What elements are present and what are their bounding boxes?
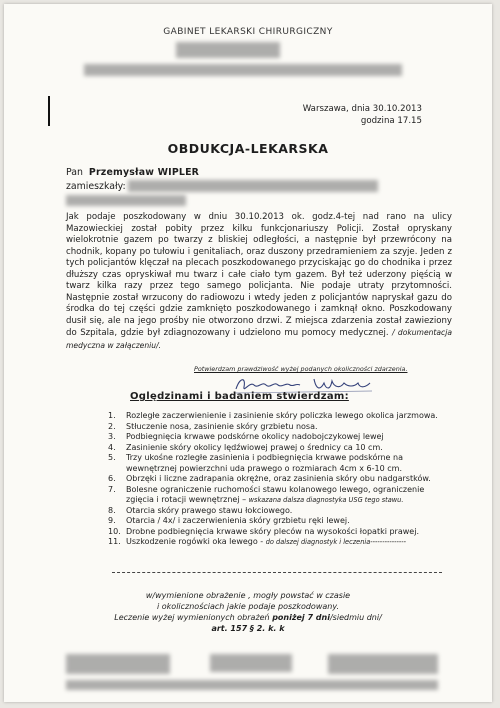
address-label: zamieszkały:	[66, 181, 126, 192]
finding-item: 8. Otarcia skóry prawego stawu łokciowego.	[108, 505, 293, 515]
finding-item: 3. Podbiegnięcia krwawe podskórne okolicy nadobojczykowej lewej	[108, 432, 384, 441]
patient-name: Przemysław WIPLER	[88, 167, 200, 178]
dashed-separator	[112, 572, 442, 573]
document-title: OBDUKCJA-LEKARSKA	[167, 141, 329, 156]
closing-line-1: w/wymienione obrażenie , mogły powstać w czasie	[145, 591, 351, 600]
finding-item: 7. Bolesne ograniczenie ruchomości stawu kolanowego lewego, ograniczenie zgięcia i rotacji wewnętrznej – wskazana dalsza diagnostyka USG tego stawu.	[108, 484, 425, 504]
redacted-footer-middle	[210, 654, 292, 672]
findings-heading: Oględzinami i badaniem stwierdzam:	[130, 391, 349, 402]
narrative-note: / dokumentacja medyczna w załączeniu/.	[66, 328, 452, 350]
incident-narrative	[66, 212, 452, 352]
finding-item: 2. Stłuczenie nosa, zasinienie skóry grzbietu nosa.	[108, 421, 318, 431]
redacted-footer-line	[66, 680, 438, 690]
legal-article: art. 157 § 2. k. k	[211, 624, 285, 633]
patient-prefix: Pan	[66, 167, 83, 178]
document-page	[4, 4, 492, 702]
finding-item: 4. Zasinienie skóry okolicy lędźwiowej prawej o średnicy ca 10 cm.	[108, 442, 383, 452]
redacted-footer-right	[328, 654, 438, 674]
finding-note: wskazana dalsza diagnostyka USG tego stawu.	[248, 496, 404, 504]
finding-note: do dalszej diagnostyk i leczenia---------------	[265, 538, 406, 546]
margin-mark	[48, 96, 50, 126]
findings-list	[108, 411, 452, 548]
finding-item: 9. Otarcia / 4x/ i zaczerwienienia skóry grzbietu ręki lewej.	[108, 516, 350, 525]
clinic-name: GABINET LEKARSKI CHIRURGICZNY	[163, 27, 333, 37]
closing-statement	[4, 590, 492, 634]
finding-item: 1. Rozległe zaczerwienienie i zasinienie skóry policzka lewego okolica jarzmowa.	[108, 411, 438, 420]
finding-item: 6. Obrzęki i liczne zadrapania okrężne, oraz zasinienia skóry obu nadgarstków.	[108, 474, 431, 483]
redacted-address-2	[66, 195, 186, 206]
time: godzina 17.15	[360, 116, 422, 126]
redacted-clinic-phone	[84, 64, 402, 76]
redacted-clinic-address	[176, 42, 280, 58]
address-line	[66, 181, 126, 192]
closing-line-2: i okolicznościach jakie podaje poszkodowany.	[157, 602, 339, 611]
finding-item: 11. Uszkodzenie rogówki oka lewego - do dalszej diagnostyk i leczenia---------------	[108, 537, 406, 546]
finding-item: 10. Drobne podbiegnięcia krwawe skóry pleców na wysokości łopatki prawej.	[108, 526, 419, 536]
place-date: Warszawa, dnia 30.10.2013	[302, 104, 422, 114]
healing-time: poniżej 7 dni	[272, 613, 330, 622]
redacted-footer-left	[66, 654, 170, 674]
confirmation-text: Potwierdzam prawdziwość wyżej podanych okoliczności zdarzenia.	[194, 365, 408, 373]
patient-line	[66, 167, 199, 178]
finding-item: 5. Trzy ukośne rozległe zasinienia i podbiegnięcia krwawe podskórne na wewnętrznej powierzchni uda prawego o rozmiarach 4cm x 6-10 cm.	[108, 453, 403, 473]
redacted-address	[128, 180, 378, 192]
narrative-text: Jak podaje poszkodowany w dniu 30.10.2013 ok. godz.4-tej nad rano na ulicy Mazowieckiej został pobity przez kilku funkcjonariuszy Policji. Został opryskany wielokrotnie gazem po twarzy z bliskiej odległości, a następnie był przewrócony na chodnik, kopany po tułowiu i genitaliach, oraz duszony przedramieniem za szyje. Jeden z tych policjantów klęczał na plecach poszkodowanego przyciskając go do chodnika i przez dłuższy czas opryskiwał mu twarz i całe ciało tym gazem. Był też uderzony pięścią w twarz kilka razy przez tego samego policjanta. Nie podaje utraty przytomności. Następnie został wrzucony do radiowozu i wtedy jeden z policjantów napryskał gazu do środka do tej części gdzie zamknięto poszkodowanego i zamknął okno. Poszkodowany dusił się, ale na jego prośby nie otworzono drzwi. Z miejsca zdarzenia został zawieziony do Szpitala, gdzie był zdiagnozowany i udzielono mu pomocy medycznej.	[66, 212, 452, 338]
place-date-block	[303, 103, 422, 127]
closing-line-3: Leczenie wyżej wymienionych obrażeń poniżej 7 dni/siedmiu dni/	[114, 613, 382, 622]
